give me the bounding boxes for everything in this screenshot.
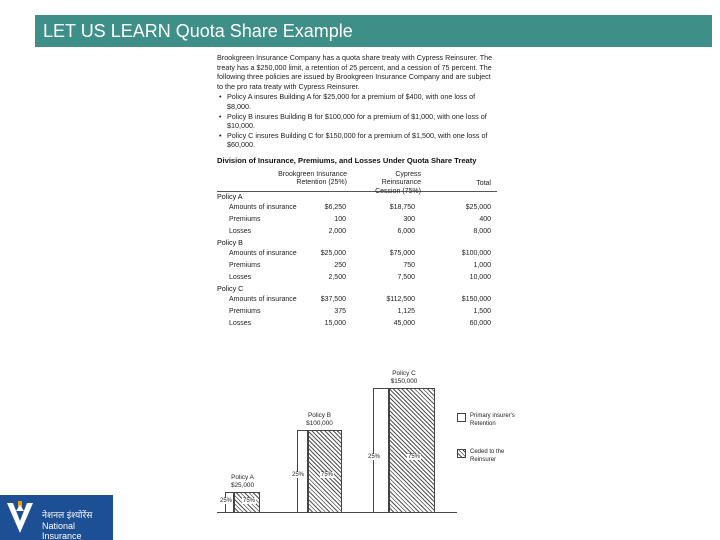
- group-label: Policy A: [217, 191, 243, 201]
- cell-total: $100,000: [461, 249, 491, 257]
- retention-percent-label: 25%: [220, 498, 233, 504]
- table-row: [217, 260, 497, 272]
- document-page: [217, 53, 497, 330]
- table-row: [217, 318, 497, 330]
- cession-percent-label: 75%: [408, 454, 421, 460]
- table-row: [217, 248, 497, 260]
- title-bar: [35, 15, 712, 47]
- cell-retention: 15,000: [324, 319, 346, 327]
- row-label: Amounts of insurance: [229, 295, 297, 303]
- logo-emblem-icon: [5, 499, 35, 537]
- column-header-total: Total: [476, 179, 491, 187]
- policy-label: Policy B $100,000: [306, 412, 333, 427]
- table-group-policy-a: [217, 192, 497, 238]
- row-label: Losses: [229, 273, 252, 281]
- cell-cession: 7,500: [397, 273, 415, 281]
- cell-cession: $75,000: [389, 249, 415, 257]
- logo-hindi-text: नेशनल इंश्योरेंस: [42, 510, 93, 520]
- cell-cession: 6,000: [397, 227, 415, 235]
- cell-retention: $6,250: [324, 203, 346, 211]
- column-header-retention: Brookgreen Insurance Retention (25%): [278, 170, 347, 187]
- cell-retention: 100: [334, 215, 346, 223]
- cell-cession: $18,750: [389, 203, 415, 211]
- row-label: Amounts of insurance: [229, 249, 297, 257]
- table-row: [217, 226, 497, 238]
- slide-title: LET US LEARN Quota Share Example: [43, 21, 353, 41]
- cell-cession: 300: [403, 215, 415, 223]
- cell-total: 10,000: [469, 273, 491, 281]
- cell-retention: 375: [334, 307, 346, 315]
- retention-bar: [373, 388, 389, 513]
- quota-share-figure: [217, 365, 517, 513]
- table-row: [217, 294, 497, 306]
- cell-retention: 2,000: [328, 227, 346, 235]
- row-label: Amounts of insurance: [229, 203, 297, 211]
- cession-percent-label: 75%: [243, 498, 256, 504]
- cell-cession: $112,500: [386, 295, 415, 303]
- cell-retention: $25,000: [320, 249, 346, 257]
- table-title: Division of Insurance, Premiums, and Losses Under Quota Share Treaty: [217, 155, 477, 165]
- table-group-policy-b: [217, 238, 497, 284]
- row-label: Premiums: [229, 307, 261, 315]
- retention-percent-label: 25%: [292, 472, 305, 478]
- cell-cession: 45,000: [393, 319, 415, 327]
- bullet-policy-b: • Policy B insures Building B for $100,000 for a premium of $1,000, with one loss of $10,000.: [217, 112, 497, 131]
- column-header-cession: Cypress Reinsurance Cession (75%): [375, 170, 421, 195]
- cell-cession: 750: [403, 261, 415, 269]
- legend-swatch: [457, 413, 466, 422]
- intro-paragraph: Brookgreen Insurance Company has a quota share treaty with Cypress Reinsurer. The treaty has a $250,000 limit, a retention of 25 percent, and a cession of 75 percent. The following three policies are issued by Brookgreen Insurance Company and are subject to the pro rata treaty with Cypress Reinsurer.: [217, 53, 493, 91]
- cession-bar: [389, 388, 435, 513]
- table-header: [217, 170, 497, 195]
- table-row: [217, 272, 497, 284]
- retention-percent-label: 25%: [368, 454, 381, 460]
- group-label: Policy C: [217, 283, 244, 293]
- cession-percent-label: 75%: [321, 472, 334, 478]
- policy-label: Policy A $25,000: [230, 474, 255, 489]
- cell-retention: 2,500: [328, 273, 346, 281]
- cell-total: 60,000: [469, 319, 491, 327]
- cell-retention: $37,500: [320, 295, 346, 303]
- row-label: Premiums: [229, 215, 261, 223]
- cell-retention: 250: [334, 261, 346, 269]
- table-group-policy-c: [217, 284, 497, 330]
- cell-total: 400: [479, 215, 491, 223]
- cell-total: $25,000: [465, 203, 491, 211]
- policy-label: Policy C $150,000: [390, 370, 418, 385]
- bullet-policy-c: • Policy C insures Building C for $150,000 for a premium of $1,500, with one loss of $60,000.: [217, 131, 497, 150]
- table-row: [217, 202, 497, 214]
- legend-label: Ceded to the Reinsurer: [470, 449, 505, 463]
- cell-total: $150,000: [461, 295, 491, 303]
- cell-cession: 1,125: [397, 307, 415, 315]
- legend-label: Primary insurer's Retention: [470, 413, 515, 427]
- cell-total: 1,000: [473, 261, 491, 269]
- national-insurance-logo: [0, 495, 113, 540]
- row-label: Losses: [229, 319, 252, 327]
- table-row: [217, 214, 497, 226]
- legend-swatch: [457, 449, 466, 458]
- logo-english-text: National Insurance: [42, 521, 82, 540]
- bullet-policy-a: • Policy A insures Building A for $25,000 for a premium of $400, with one loss of $8,000.: [217, 92, 497, 111]
- row-label: Losses: [229, 227, 252, 235]
- row-label: Premiums: [229, 261, 261, 269]
- cell-total: 1,500: [473, 307, 491, 315]
- policy-bullets: [217, 92, 497, 150]
- cell-total: 8,000: [473, 227, 491, 235]
- group-label: Policy B: [217, 237, 243, 247]
- table-row: [217, 306, 497, 318]
